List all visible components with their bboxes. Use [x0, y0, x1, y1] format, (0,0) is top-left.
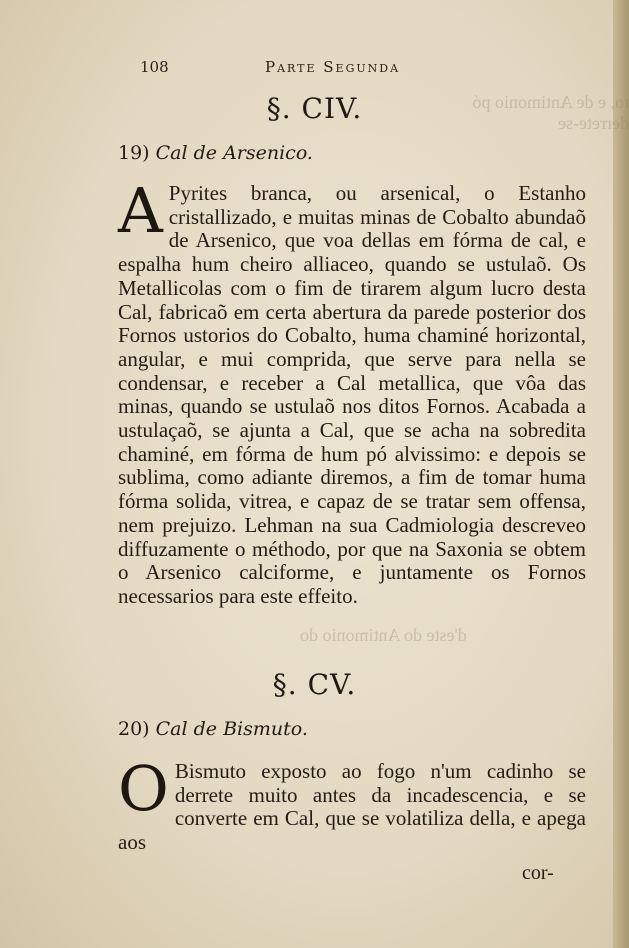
- show-through-text: d'este do Antimonio do: [300, 625, 467, 645]
- section-heading: §. CV.: [272, 668, 357, 701]
- running-head: Parte Segunda: [265, 58, 401, 76]
- subhead-number: 20): [118, 718, 150, 740]
- page-edge: [613, 0, 629, 948]
- paragraph: [118, 174, 586, 609]
- show-through-text: to, e de Antimonio pó derrete-se: [472, 92, 629, 133]
- paragraph-text: Pyrites branca, ou arsenical, o Estanho cristallizado, e muitas minas de Cobalto abundaõ de Arsenico, que voa dellas em fórma de cal, e espalha hum cheiro alliaceo, quando se ustulaõ. Os Metallicolas com o fim de tirarem algum lucro desta Cal, fabricaõ em certa abertura da parede posterior dos Fornos ustorios do Cobalto, huma chaminé horizontal, angular, e mui comprida, que serve para nella se condensar, e receber a Cal metallica, que vôa das minas, quando se ustulaõ nos ditos Fornos. Acabada a ustulaçaõ, se ajunta a Cal, que se acha na sobredita chaminé, em fórma de hum pó alvissimo: e depois se sublima, como adiante diremos, a fim de tomar huma fórma solida, vitrea, e capaz de se tratar sem offensa, nem prejuizo. Lehman na sua Cadmiologia descreveo diffuzamente o méthodo, por que na Saxonia se obtem o Arsenico calciforme, e juntamente os Fornos necessarios para este effeito.: [118, 181, 586, 608]
- subhead-title: Cal de Bismuto.: [155, 718, 308, 740]
- page-header: [140, 58, 470, 80]
- subhead: [118, 718, 308, 740]
- subhead-number: 19): [118, 142, 150, 164]
- catchword: cor-: [522, 862, 554, 884]
- section-heading: §. CIV.: [266, 92, 363, 125]
- paragraph-text: Bismuto exposto ao fogo n'um cadinho se derrete muito antes da incadescencia, e se converte em Cal, que se volatiliza della, e apega aos: [118, 759, 586, 855]
- page-number: 108: [140, 58, 169, 76]
- subhead-title: Cal de Arsenico.: [155, 142, 313, 164]
- drop-cap: A: [118, 174, 163, 247]
- subhead: [118, 142, 313, 164]
- paragraph: [118, 752, 586, 855]
- drop-cap: O: [118, 752, 169, 825]
